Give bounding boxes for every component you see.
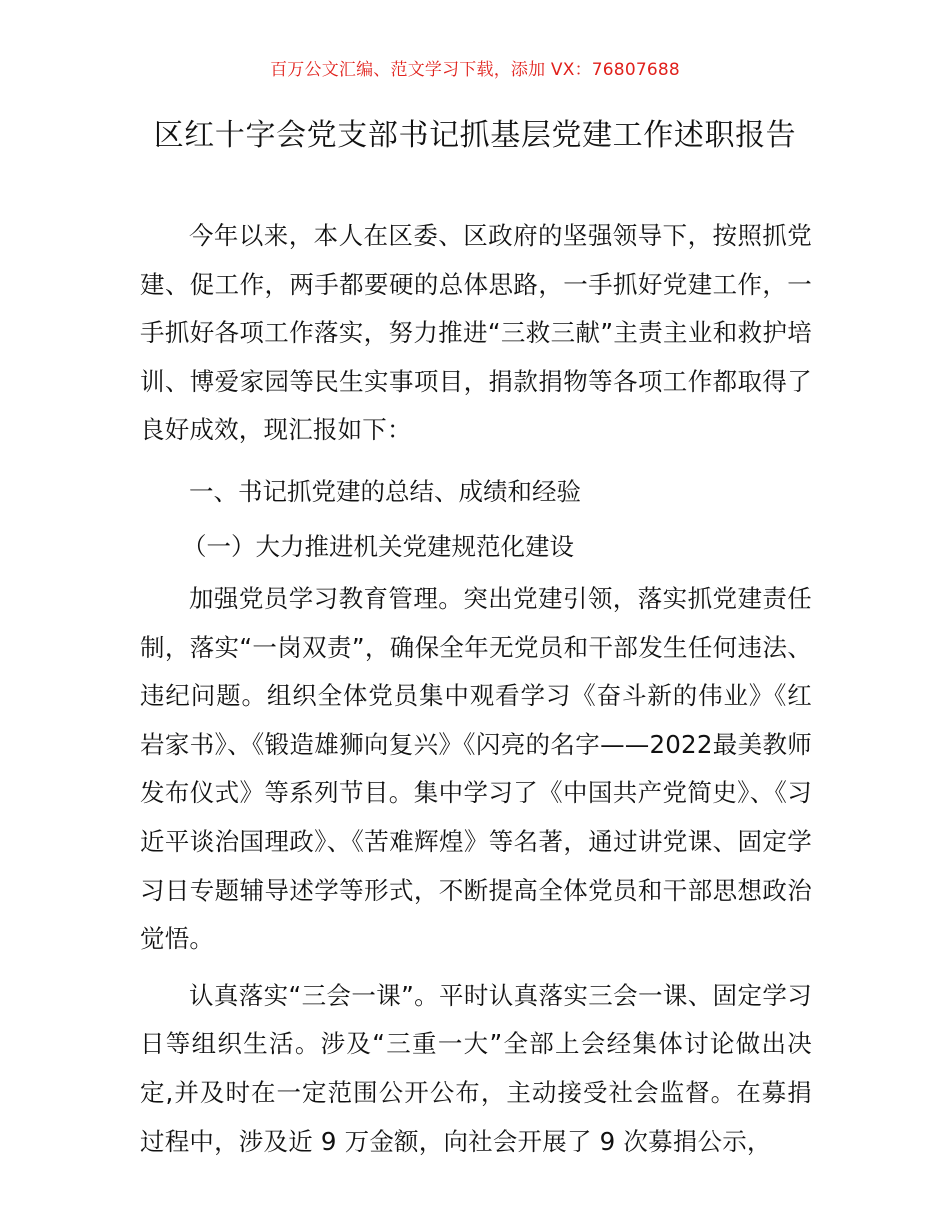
body-paragraph: 认真落实“三会一课”。平时认真落实三会一课、固定学习日等组织生活。涉及“三重一大”全部上会经集体讨论做出决定,并及时在一定范围公开公布，主动接受社会监督。在募捐过程中，涉及近 9 万金额，向社会开展了 9 次募捐公示， <box>140 980 812 1156</box>
subsection-heading: （一）大力推进机关党建规范化建设 <box>182 531 574 561</box>
intro-paragraph: 今年以来，本人在区委、区政府的坚强领导下，按照抓党建、促工作，两手都要硬的总体思路，一手抓好党建工作，一手抓好各项工作落实，努力推进“三救三献”主责主业和救护培训、博爱家园等民生实事项目，捐款捐物等各项工作都取得了良好成效，现汇报如下： <box>140 221 812 445</box>
watermark-header: 百万公文汇编、范文学习下载，添加 VX：76807688 <box>270 60 680 80</box>
section-heading: 一、书记抓党建的总结、成绩和经验 <box>189 476 581 506</box>
spacer <box>140 964 812 972</box>
document-body <box>140 212 812 1166</box>
document-title: 区红十字会党支部书记抓基层党建工作述职报告 <box>153 118 797 153</box>
body-paragraph: 加强党员学习教育管理。突出党建引领，落实抓党建责任制，落实“一岗双责”，确保全年无党员和干部发生任何违法、违纪问题。组织全体党员集中观看学习《奋斗新的伟业》《红岩家书》、《锻造雄狮向复兴》《闪亮的名字——2022最美教师发布仪式》等系列节目。集中学习了《中国共产党简史》、《习近平谈治国理政》、《苦难辉煌》等名著，通过讲党课、固定学习日专题辅导述学等形式，不断提高全体党员和干部思想政治觉悟。 <box>140 583 812 954</box>
spacer <box>140 455 812 463</box>
